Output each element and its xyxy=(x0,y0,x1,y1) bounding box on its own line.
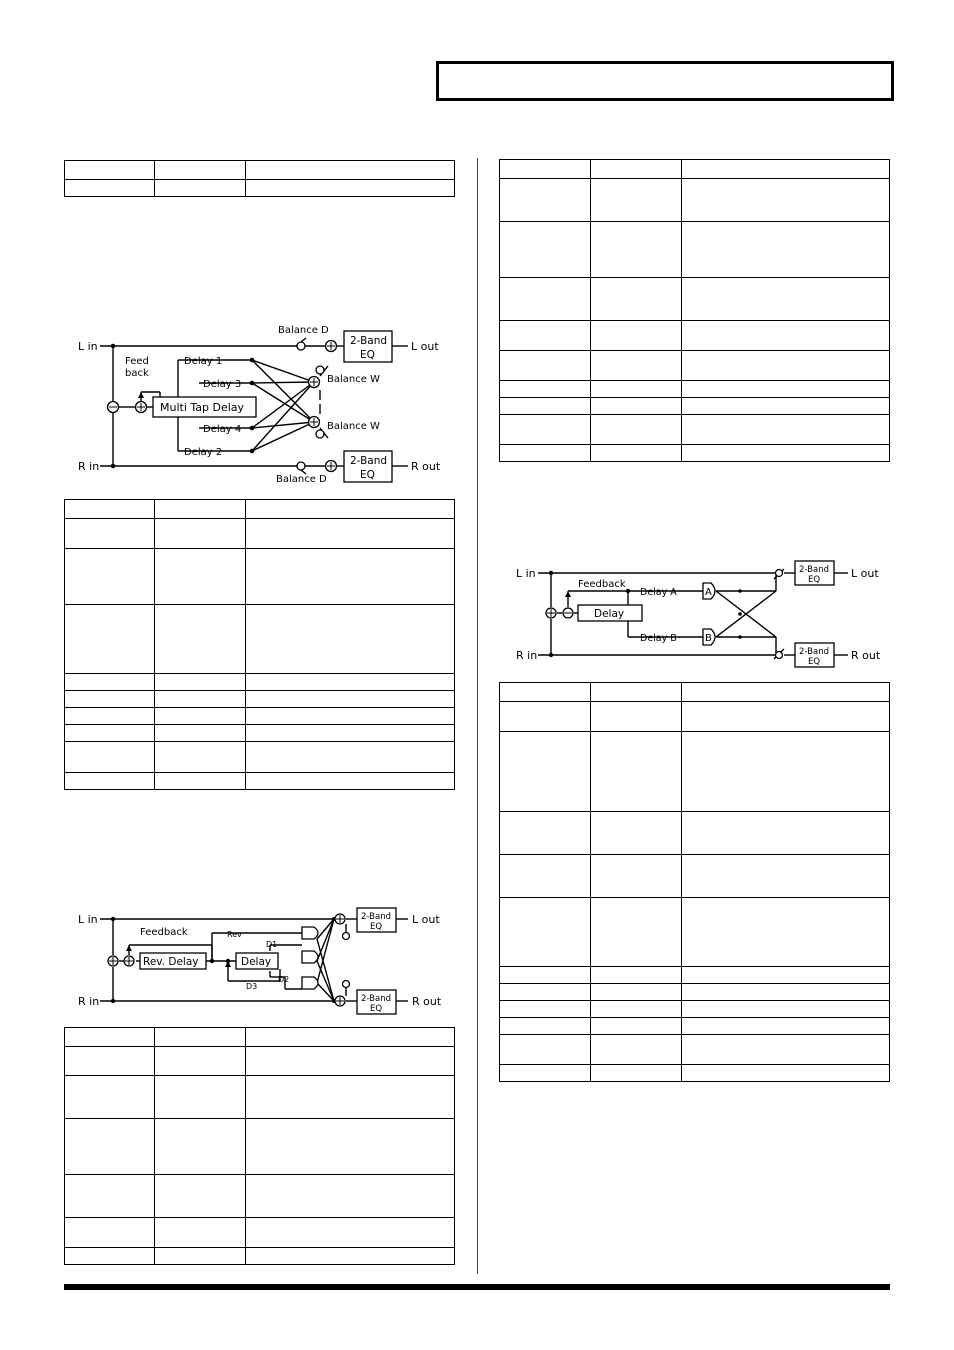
table-row xyxy=(500,398,890,415)
l-out-label: L out xyxy=(411,340,439,353)
table-row xyxy=(500,222,890,278)
table-row xyxy=(500,179,890,222)
table-row xyxy=(65,773,455,790)
l-in-label: L in xyxy=(78,340,98,353)
balance-w-top-label: Balance W xyxy=(327,374,380,385)
balance-d-bottom-label: Balance D xyxy=(276,474,327,485)
multi-tap-delay-diagram xyxy=(70,318,454,490)
multi-tap-delay-block-label: Multi Tap Delay xyxy=(160,401,245,414)
d2-label: D2 xyxy=(278,975,290,984)
eq-bottom-label-1: 2-Band xyxy=(350,455,388,467)
eq-bottom-label-1: 2-Band xyxy=(361,994,391,1004)
eq-top-label-1: 2-Band xyxy=(361,912,391,922)
table-row xyxy=(500,1065,890,1082)
page-header-box xyxy=(436,61,894,101)
delay-b-label: Delay B xyxy=(640,633,677,644)
footer-rule xyxy=(64,1284,890,1290)
table-row xyxy=(65,519,455,549)
balance-d-top-label: Balance D xyxy=(278,325,329,336)
table-row xyxy=(500,898,890,967)
table-header-row xyxy=(65,500,455,519)
eq-top-label-1: 2-Band xyxy=(350,335,388,347)
table-row xyxy=(65,1047,455,1076)
r-out-label: R out xyxy=(411,460,441,473)
table-row xyxy=(500,278,890,321)
eq-top-label-2: EQ xyxy=(370,922,383,932)
reverse-delay-diagram xyxy=(70,903,454,1017)
eq-bottom-label-2: EQ xyxy=(370,1004,383,1014)
eq-bottom-label-2: EQ xyxy=(360,469,375,481)
feedback-label: Feedback xyxy=(578,579,626,590)
a-label: A xyxy=(705,587,712,598)
table-row xyxy=(500,381,890,398)
table-row xyxy=(500,855,890,898)
delay-1-label: Delay 1 xyxy=(184,356,223,367)
r-out-label: R out xyxy=(412,995,442,1008)
b-label: B xyxy=(705,633,712,644)
table-row xyxy=(65,708,455,725)
delay-block-label: Delay xyxy=(241,956,272,968)
table-row xyxy=(65,1218,455,1248)
d3-label: D3 xyxy=(246,982,258,991)
table-row xyxy=(500,812,890,855)
d1-label: D1 xyxy=(266,940,278,949)
table-row xyxy=(500,1018,890,1035)
parameter-table-4 xyxy=(499,159,890,462)
table-row xyxy=(500,351,890,381)
eq-bottom-label-1: 2-Band xyxy=(799,647,829,657)
table-row xyxy=(65,725,455,742)
table-row xyxy=(500,445,890,462)
table-header-row xyxy=(65,1028,455,1047)
table-row xyxy=(65,674,455,691)
delay-4-label: Delay 4 xyxy=(203,424,242,435)
rev-label: Rev xyxy=(227,930,242,939)
eq-bottom-label-2: EQ xyxy=(808,657,821,667)
r-in-label: R in xyxy=(78,995,100,1008)
table-row xyxy=(65,1119,455,1175)
balance-w-bottom-label: Balance W xyxy=(327,421,380,432)
table-row xyxy=(500,732,890,812)
parameter-table-1 xyxy=(64,160,455,197)
table-row xyxy=(500,415,890,445)
table-row xyxy=(65,742,455,773)
table-row xyxy=(500,967,890,984)
table-header-row xyxy=(500,683,890,702)
parameter-table-5 xyxy=(499,682,890,1082)
eq-top-label-2: EQ xyxy=(360,349,375,361)
shuffle-delay-diagram xyxy=(508,557,888,669)
table-row xyxy=(500,984,890,1001)
l-out-label: L out xyxy=(851,567,879,580)
l-in-label: L in xyxy=(516,567,536,580)
delay-a-label: Delay A xyxy=(640,587,677,598)
parameter-table-3 xyxy=(64,1027,455,1265)
table-row xyxy=(500,1001,890,1018)
l-in-label: L in xyxy=(78,913,98,926)
rev-delay-block-label: Rev. Delay xyxy=(143,956,199,968)
r-out-label: R out xyxy=(851,649,881,662)
eq-top-label-2: EQ xyxy=(808,575,821,585)
table-row xyxy=(65,605,455,674)
r-in-label: R in xyxy=(516,649,538,662)
feedback-label-2: back xyxy=(125,368,149,379)
eq-top-label-1: 2-Band xyxy=(799,565,829,575)
table-header-row xyxy=(65,161,455,180)
feedback-label: Feedback xyxy=(140,927,188,938)
table-row xyxy=(500,321,890,351)
l-out-label: L out xyxy=(412,913,440,926)
delay-2-label: Delay 2 xyxy=(184,447,223,458)
delay-block-label: Delay xyxy=(594,608,625,620)
table-row xyxy=(65,691,455,708)
table-row xyxy=(65,549,455,605)
table-row xyxy=(500,702,890,732)
table-header-row xyxy=(500,160,890,179)
delay-3-label: Delay 3 xyxy=(203,379,242,390)
column-divider xyxy=(477,158,478,1274)
feedback-label-1: Feed xyxy=(125,356,149,367)
parameter-table-2 xyxy=(64,499,455,790)
r-in-label: R in xyxy=(78,460,100,473)
table-row xyxy=(65,1175,455,1218)
table-row xyxy=(65,1248,455,1265)
table-row xyxy=(65,1076,455,1119)
table-row xyxy=(500,1035,890,1065)
table-row xyxy=(65,180,455,197)
